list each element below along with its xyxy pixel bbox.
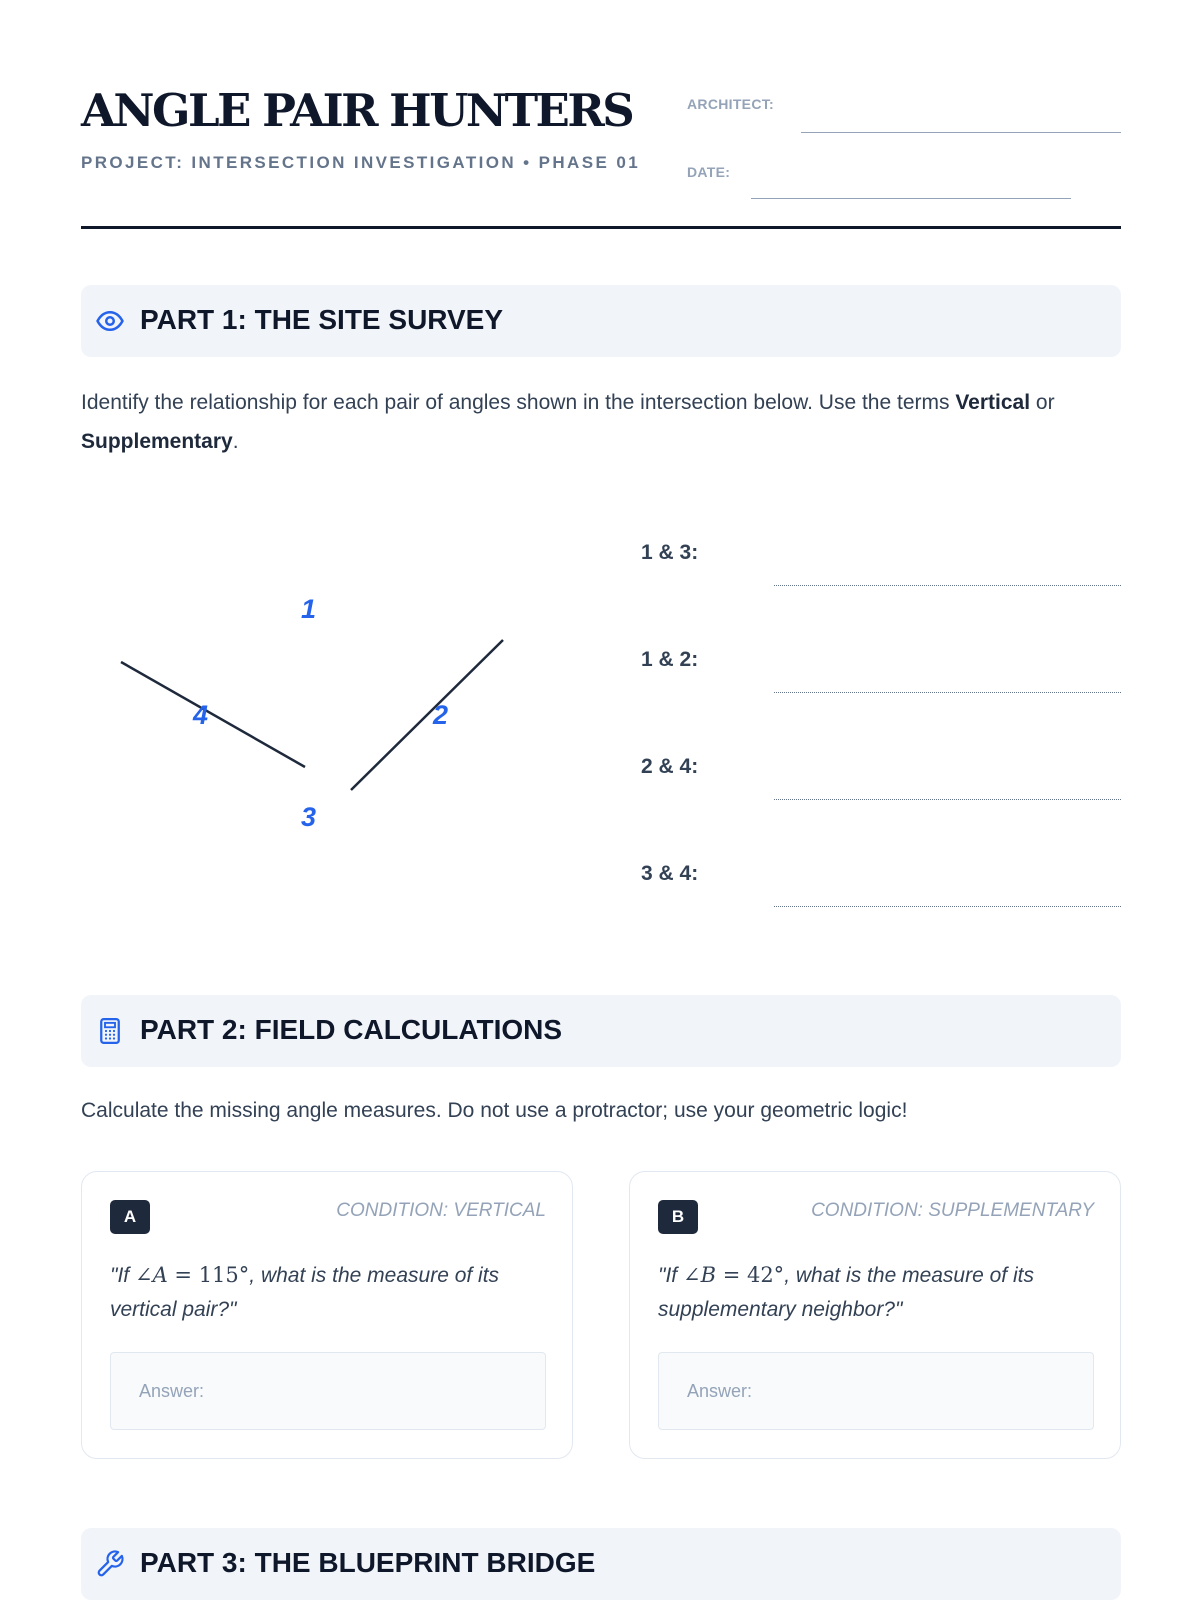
pair-label-1-3: 1 & 3:: [641, 541, 699, 564]
pair-answer-1-2[interactable]: [774, 692, 1121, 693]
instructions-or: or: [1030, 391, 1055, 414]
card-badge-a: A: [110, 1200, 150, 1234]
question-prefix: "If: [110, 1264, 135, 1287]
worksheet-title: ANGLE PAIR HUNTERS: [81, 84, 633, 137]
problem-card-a: [81, 1171, 573, 1459]
line-right: [351, 640, 503, 790]
part2-header: [81, 995, 1121, 1067]
card-question-a: [110, 1258, 550, 1327]
angle-label-4: 4: [193, 700, 209, 730]
instructions-end: .: [232, 430, 239, 453]
term-supplementary: Supplementary: [81, 430, 233, 453]
angle-label-1: 1: [301, 594, 317, 624]
question-suffix: , what is the measure of its supplementary neighbor?": [658, 1264, 1034, 1321]
part1-instructions: [81, 383, 1121, 461]
angle-symbol: ∠: [682, 1263, 701, 1287]
worksheet-page: [81, 0, 1121, 1600]
question-prefix: "If: [658, 1264, 683, 1287]
angle-label-3: 3: [301, 802, 317, 832]
answer-input-b[interactable]: [658, 1352, 1094, 1430]
angle-symbol: ∠: [134, 1263, 153, 1287]
term-vertical: Vertical: [955, 391, 1031, 414]
part1-title: PART 1: THE SITE SURVEY: [140, 304, 504, 335]
date-label: DATE:: [687, 164, 731, 180]
question-suffix: , what is the measure of its vertical pair?": [110, 1264, 500, 1321]
part1-header: [81, 285, 1121, 357]
pair-label-3-4: 3 & 4:: [641, 862, 699, 885]
line-left: [121, 662, 305, 767]
calculator-icon: [95, 1016, 125, 1046]
intersecting-lines: [81, 520, 601, 900]
card-condition-b: CONDITION: SUPPLEMENTARY: [811, 1200, 1094, 1221]
date-field-line[interactable]: [751, 198, 1071, 199]
project-subtitle: PROJECT: INTERSECTION INVESTIGATION • PHASE 01: [81, 153, 641, 172]
pair-answer-2-4[interactable]: [774, 799, 1121, 800]
pair-label-1-2: 1 & 2:: [641, 648, 699, 671]
card-badge-b: B: [658, 1200, 698, 1234]
answer-input-a[interactable]: [110, 1352, 546, 1430]
card-condition-a: CONDITION: VERTICAL: [336, 1200, 546, 1221]
part2-instructions: Calculate the missing angle measures. Do not use a protractor; use your geometric logic!: [81, 1099, 908, 1122]
math-expression: [135, 1263, 249, 1287]
wrench-icon: [95, 1549, 125, 1579]
angle-value: = 42°: [716, 1263, 785, 1287]
architect-field-line[interactable]: [801, 132, 1121, 133]
header-divider: [81, 226, 1121, 229]
angle-variable: A: [152, 1263, 168, 1287]
pair-label-2-4: 2 & 4:: [641, 755, 699, 778]
card-question-b: [658, 1258, 1098, 1327]
intersection-diagram: [81, 520, 601, 900]
angle-value: = 115°: [167, 1263, 250, 1287]
math-expression: [683, 1263, 784, 1287]
eye-icon: [95, 306, 125, 336]
pair-answer-1-3[interactable]: [774, 585, 1121, 586]
instructions-text: Identify the relationship for each pair of angles shown in the intersection below. Use the terms: [81, 391, 956, 414]
problem-card-b: [629, 1171, 1121, 1459]
angle-label-2: 2: [433, 700, 449, 730]
part3-title: PART 3: THE BLUEPRINT BRIDGE: [140, 1547, 596, 1578]
architect-label: ARCHITECT:: [687, 96, 774, 112]
part2-title: PART 2: FIELD CALCULATIONS: [140, 1014, 563, 1045]
angle-variable: B: [700, 1263, 717, 1287]
part3-header: [81, 1528, 1121, 1600]
pair-answer-3-4[interactable]: [774, 906, 1121, 907]
